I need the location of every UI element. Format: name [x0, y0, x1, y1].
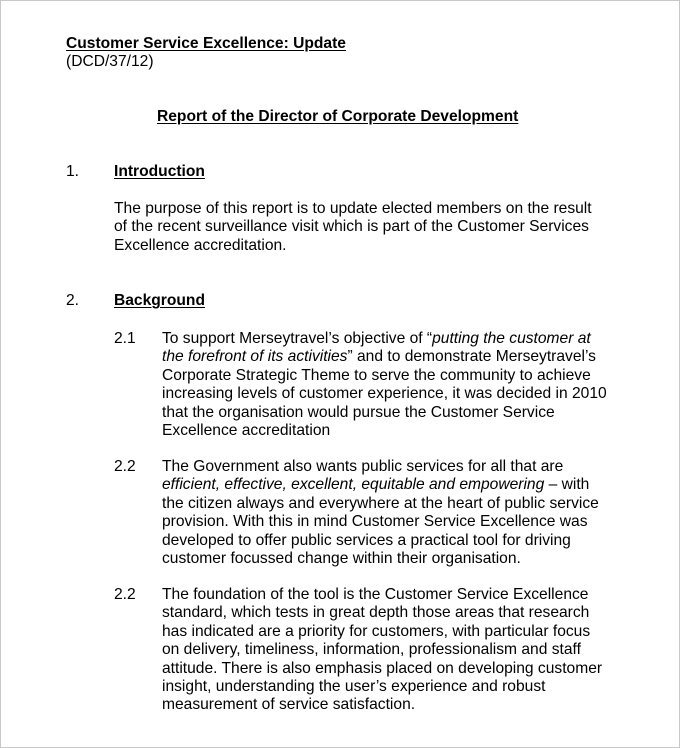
subsection-number: 2.2	[114, 586, 136, 603]
subsection-paragraph	[162, 458, 599, 568]
text-segment: of the recent surveillance visit which is part of the Customer Services	[114, 218, 589, 236]
text-line	[162, 348, 607, 366]
italic-text: the forefront of its activities	[162, 348, 348, 366]
text-line	[114, 218, 592, 236]
text-line	[114, 200, 592, 218]
text-segment: Excellence accreditation.	[114, 236, 287, 254]
document-reference: (DCD/37/12)	[66, 53, 154, 70]
text-line	[162, 495, 599, 513]
text-segment: that the organisation would pursue the Customer Service	[162, 403, 555, 421]
section-number: 2.	[66, 292, 80, 309]
text-segment: Excellence accreditation	[162, 421, 331, 439]
text-line	[162, 458, 599, 476]
text-segment: The purpose of this report is to update elected members on the result	[114, 200, 592, 217]
text-segment: – with	[544, 476, 590, 494]
subsection-number: 2.2	[114, 458, 136, 475]
text-line	[162, 604, 602, 622]
text-line	[162, 330, 607, 348]
text-segment: To support Merseytravel’s objective of “	[162, 330, 433, 347]
subsection-number: 2.1	[114, 330, 136, 347]
text-segment: provision. With this in mind Customer Service Excellence was	[162, 513, 588, 531]
text-segment: on delivery, timeliness, information, professionalism and staff	[162, 641, 581, 659]
italic-text: putting the customer at	[432, 330, 591, 347]
text-line	[162, 513, 599, 531]
text-line	[162, 623, 602, 641]
text-segment: increasing levels of customer experience, it was decided in 2010	[162, 385, 607, 403]
text-segment: standard, which tests in great depth those areas that research	[162, 604, 590, 622]
text-line	[162, 532, 599, 550]
text-segment: measurement of service satisfaction.	[162, 696, 416, 714]
text-segment: insight, understanding the user’s experience and robust	[162, 677, 546, 695]
italic-text: efficient, effective, excellent, equitable and empowering	[162, 476, 545, 494]
section-heading-introduction: Introduction	[114, 163, 205, 180]
text-segment: developed to offer public services a practical tool for driving	[162, 531, 571, 549]
text-segment: the citizen always and everywhere at the heart of public service	[162, 494, 599, 512]
text-segment: Corporate Strategic Theme to serve the community to achieve	[162, 366, 591, 384]
text-segment: attitude. There is also emphasis placed on developing customer	[162, 659, 603, 677]
subsection-paragraph	[162, 330, 607, 440]
text-line	[162, 641, 602, 659]
text-line	[162, 678, 602, 696]
text-line	[162, 422, 607, 440]
text-line	[162, 660, 602, 678]
text-segment: ” and to demonstrate Merseytravel’s	[347, 348, 596, 366]
report-heading: Report of the Director of Corporate Development	[157, 108, 519, 125]
document-title: Customer Service Excellence: Update	[66, 35, 346, 52]
section-heading-background: Background	[114, 292, 205, 309]
text-line	[162, 367, 607, 385]
text-segment: The foundation of the tool is the Customer Service Excellence	[162, 586, 589, 603]
text-segment: has indicated are a priority for customers, with particular focus	[162, 622, 591, 640]
text-line	[162, 385, 607, 403]
text-line	[162, 550, 599, 568]
subsection-paragraph	[162, 586, 602, 715]
text-line	[162, 404, 607, 422]
text-line	[162, 696, 602, 714]
intro-paragraph	[114, 200, 592, 255]
text-line	[162, 476, 599, 494]
text-segment: customer focussed change within their organisation.	[162, 549, 521, 567]
text-line	[162, 586, 602, 604]
section-number: 1.	[66, 163, 80, 180]
text-segment: The Government also wants public services for all that are	[162, 458, 564, 475]
text-line	[114, 237, 592, 255]
